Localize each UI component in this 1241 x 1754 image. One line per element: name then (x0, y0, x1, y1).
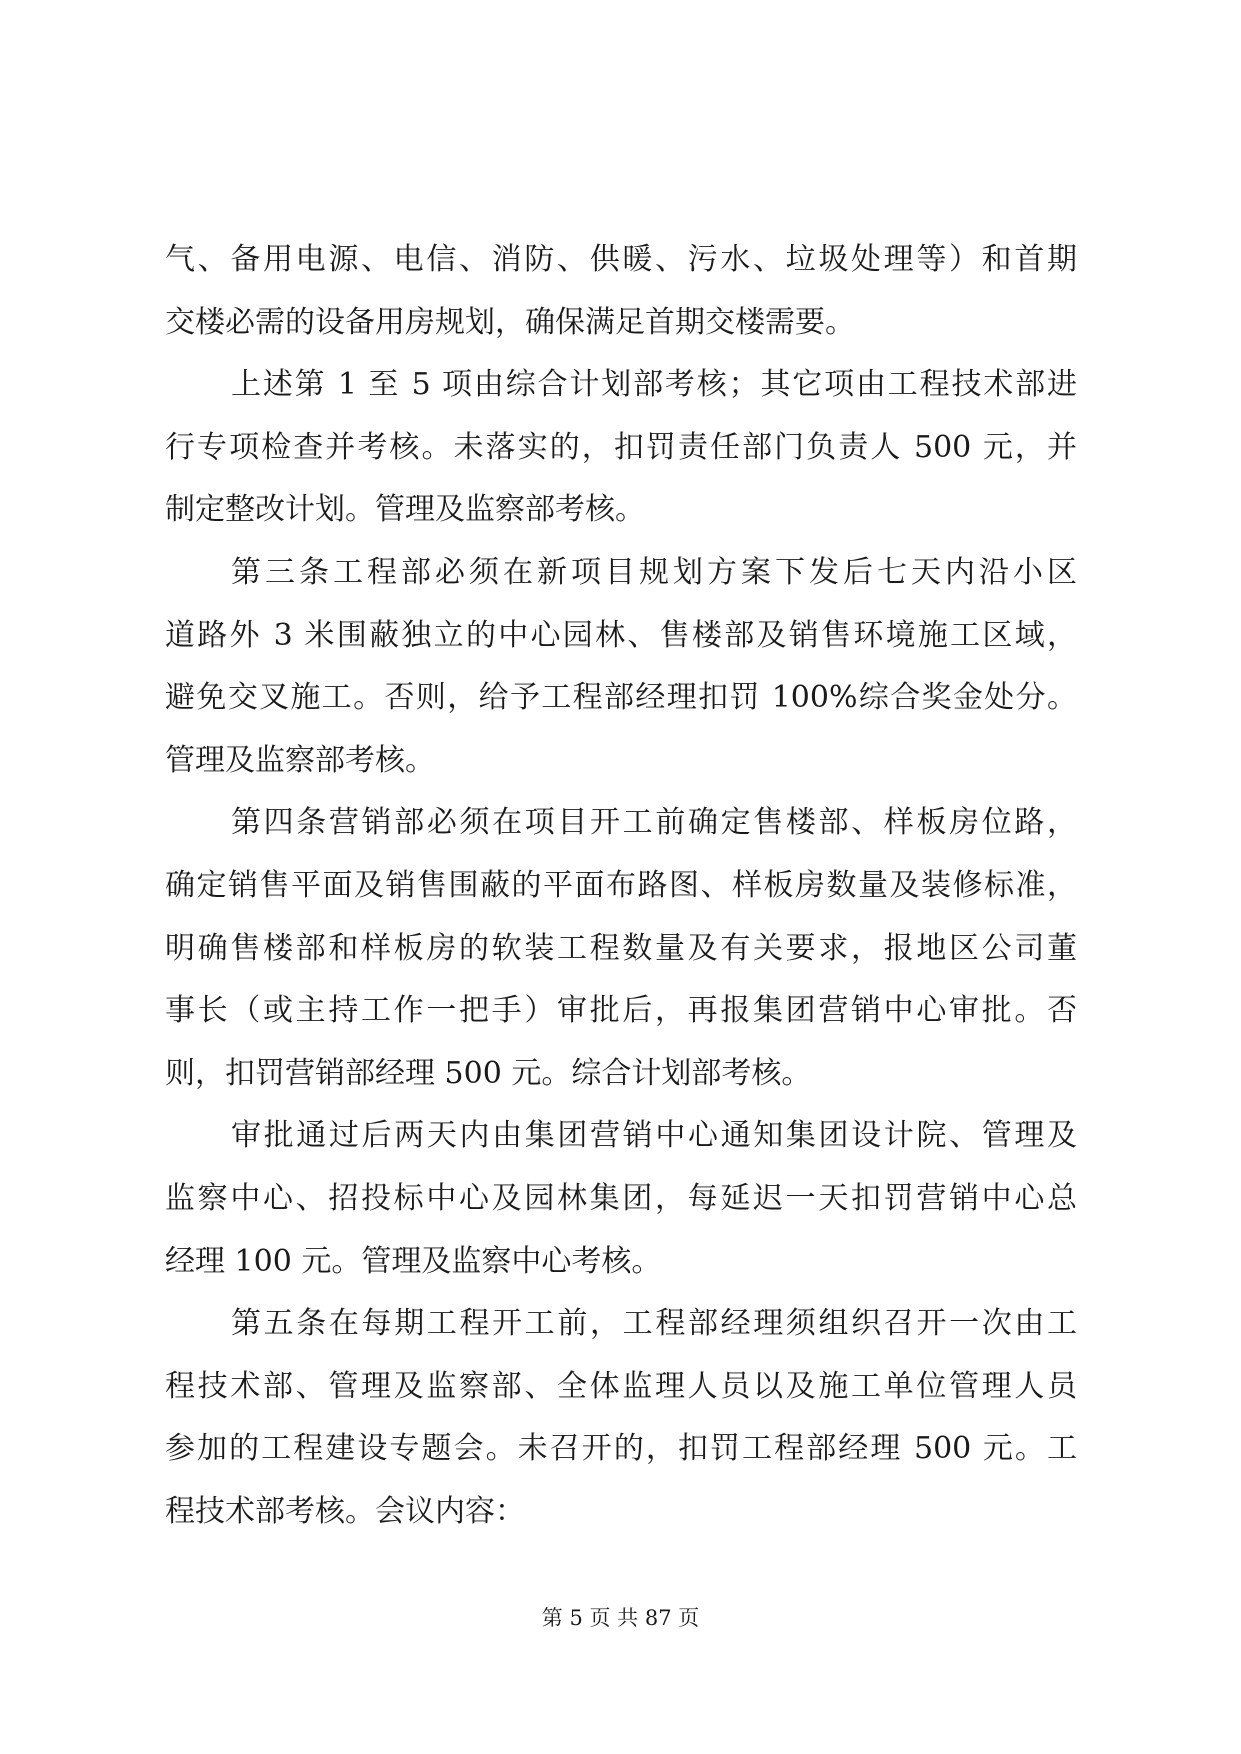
text-line: 道路外 3 米围蔽独立的中心园林、售楼部及销售环境施工区域， (165, 617, 1077, 653)
text-line: 第四条营销部必须在项目开工前确定售楼部、样板房位路， (231, 805, 1077, 841)
text-line: 气、备用电源、电信、消防、供暖、污水、垃圾处理等）和首期 (165, 242, 1077, 277)
text-line: 明确售楼部和样板房的软装工程数量及有关要求，报地区公司董 (165, 930, 1077, 966)
text-line: 上述第 1 至 5 项由综合计划部考核；其它项由工程技术部进 (231, 367, 1077, 403)
text-line: 行专项检查并考核。未落实的，扣罚责任部门负责人 500 元，并 (165, 429, 1077, 465)
page-footer: 第 5 页 共 87 页 (541, 1606, 700, 1630)
text-line: 经理 100 元。管理及监察中心考核。 (165, 1243, 662, 1279)
text-line: 审批通过后两天内由集团营销中心通知集团设计院、管理及 (231, 1118, 1077, 1154)
text-line: 交楼必需的设备用房规划，确保满足首期交楼需要。 (165, 304, 855, 340)
document-body (165, 229, 1077, 1543)
text-line: 监察中心、招投标中心及园林集团，每延迟一天扣罚营销中心总 (165, 1180, 1077, 1216)
text-line: 参加的工程建设专题会。未召开的，扣罚工程部经理 500 元。工 (165, 1431, 1077, 1467)
text-line: 第三条工程部必须在新项目规划方案下发后七天内沿小区 (231, 554, 1077, 590)
text-line: 事长（或主持工作一把手）审批后，再报集团营销中心审批。否 (165, 993, 1077, 1029)
text-line: 第五条在每期工程开工前，工程部经理须组织召开一次由工 (231, 1306, 1077, 1342)
text-line: 程技术部、管理及监察部、全体监理人员以及施工单位管理人员 (165, 1368, 1077, 1404)
text-line: 确定销售平面及销售围蔽的平面布路图、样板房数量及装修标准， (165, 867, 1077, 903)
text-line: 程技术部考核。会议内容： (165, 1493, 525, 1529)
text-line: 避免交叉施工。否则，给予工程部经理扣罚 100%综合奖金处分。 (165, 680, 1077, 716)
text-line: 则，扣罚营销部经理 500 元。综合计划部考核。 (165, 1055, 812, 1091)
text-line: 制定整改计划。管理及监察部考核。 (165, 492, 645, 528)
text-line: 管理及监察部考核。 (165, 742, 435, 778)
